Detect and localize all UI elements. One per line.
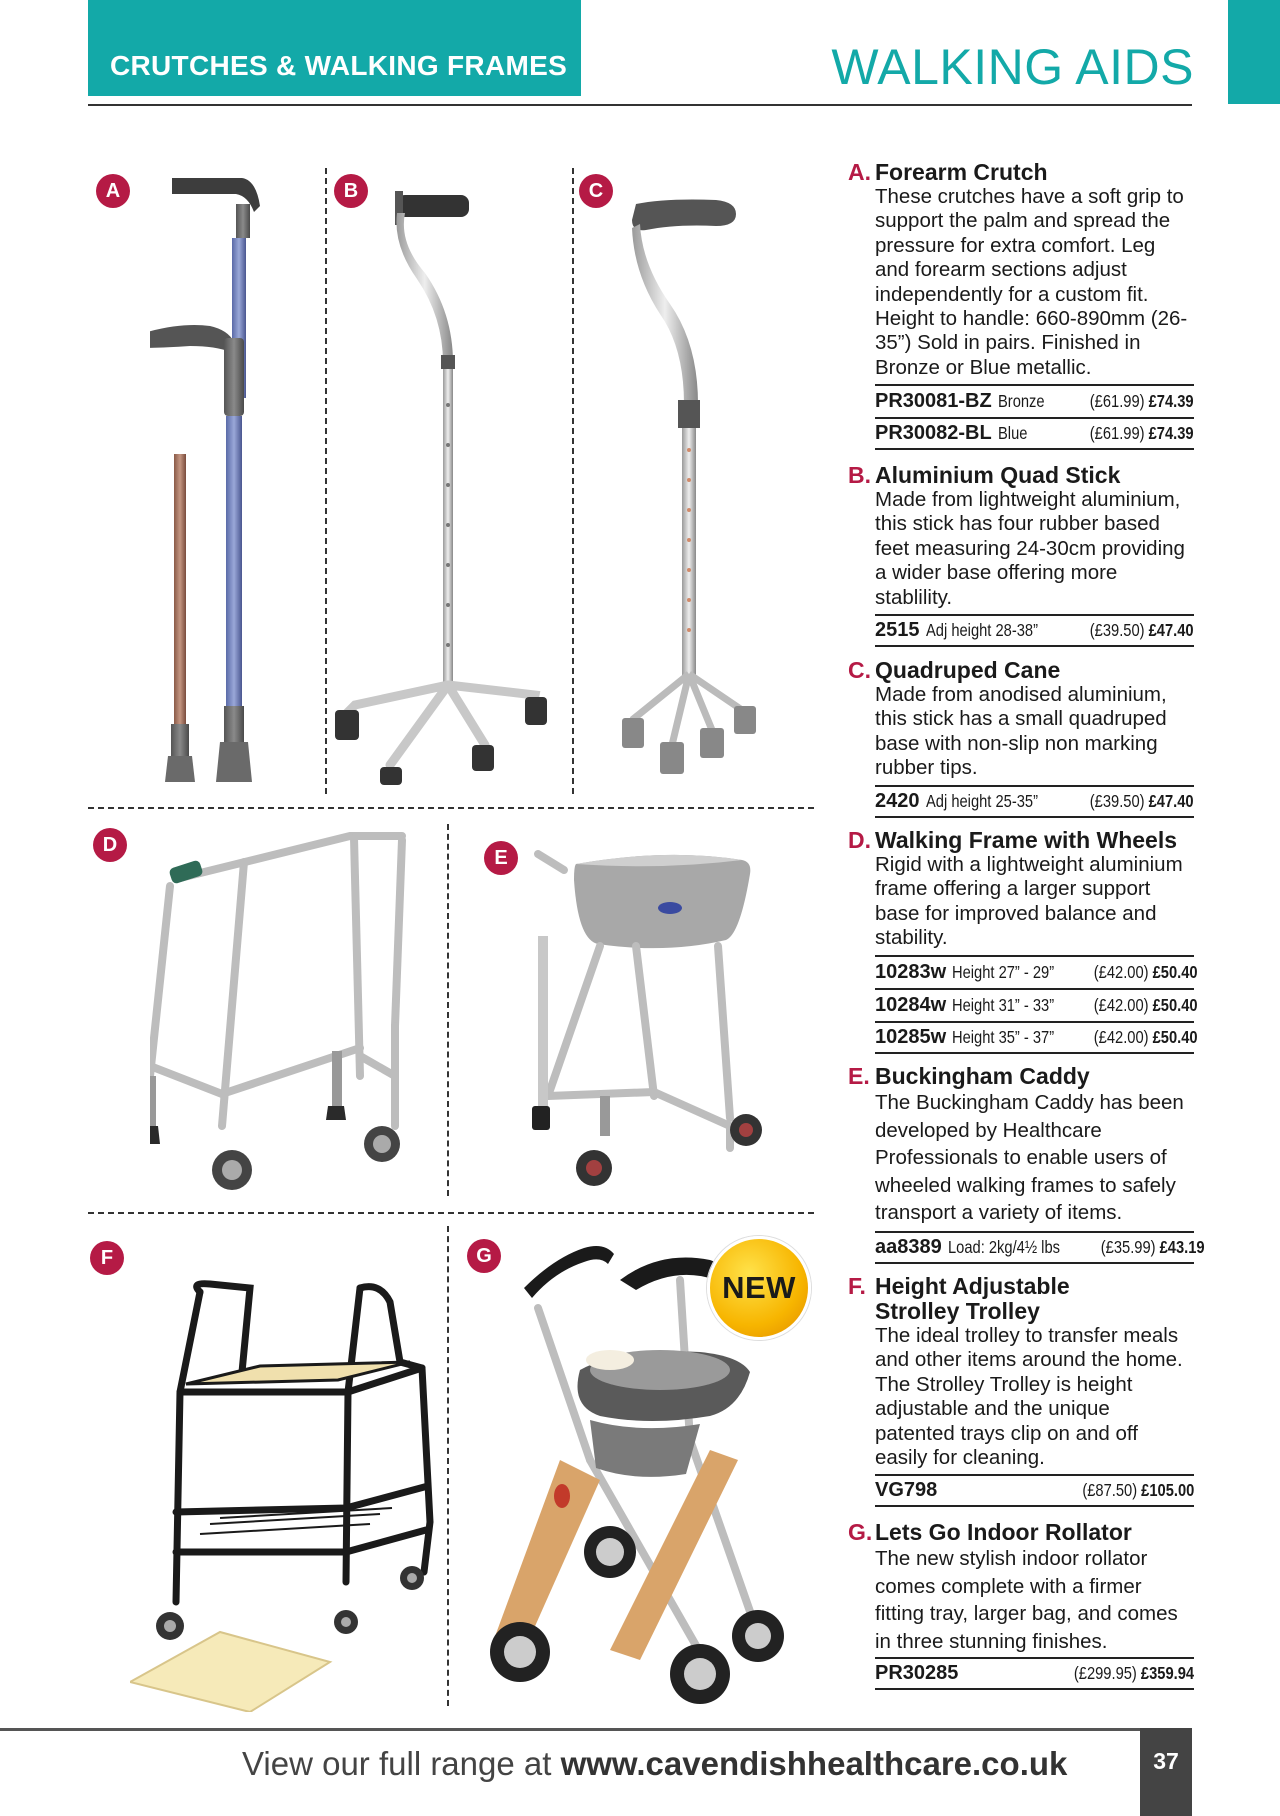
- price-ex-vat: (£35.99): [1100, 1236, 1156, 1257]
- product-code: 2420: [875, 789, 920, 812]
- price-row: [875, 1231, 1205, 1264]
- price: [1094, 995, 1198, 1016]
- product-letter: F.: [848, 1273, 866, 1299]
- price-ex-vat: (£61.99): [1090, 423, 1145, 444]
- divider-vertical-fg: [447, 1226, 449, 1706]
- product-title: [848, 160, 1194, 185]
- product-code: VG798: [875, 1479, 938, 1502]
- price-row: [875, 614, 1194, 647]
- product-description: The new stylish indoor rollator comes complete with a firmer fitting tray, larger bag, and comes in three stunning finishes.: [875, 1547, 1178, 1653]
- category-tab: [88, 0, 581, 96]
- walking-frame-image: [150, 826, 410, 1196]
- price-row: [875, 785, 1194, 818]
- product-title: [848, 1520, 1194, 1545]
- quad-stick-image: [335, 185, 560, 785]
- product-g: [848, 1520, 1194, 1690]
- price-ex-vat: (£39.50): [1090, 620, 1145, 641]
- product-option: Bronze: [997, 391, 1045, 412]
- price-inc-vat: £359.94: [1140, 1663, 1194, 1683]
- price-ex-vat: (£61.99): [1090, 391, 1145, 412]
- product-letter: E.: [848, 1063, 870, 1089]
- price: [1101, 1237, 1205, 1258]
- product-code: PR30081-BZ: [875, 390, 992, 413]
- price: [1090, 391, 1194, 412]
- product-letter: C.: [848, 657, 871, 683]
- price-inc-vat: £105.00: [1140, 1480, 1194, 1501]
- product-title: [848, 658, 1194, 683]
- page-heading: WALKING AIDS: [831, 39, 1194, 95]
- divider-horizontal-1: [88, 807, 814, 809]
- divider-horizontal-2: [88, 1212, 814, 1214]
- product-option: Height 27” - 29”: [952, 961, 1055, 982]
- badge-b: B: [334, 174, 368, 208]
- product-option: Adj height 28-38”: [925, 620, 1038, 641]
- price-inc-vat: £74.39: [1149, 391, 1194, 412]
- header-rule: [88, 104, 1192, 106]
- price-inc-vat: £50.40: [1152, 994, 1198, 1015]
- price-ex-vat: (£39.50): [1090, 790, 1145, 811]
- product-option: Blue: [997, 423, 1028, 444]
- price: [1082, 1480, 1194, 1501]
- price-ex-vat: (£87.50): [1082, 1480, 1137, 1501]
- price-inc-vat: £74.39: [1149, 423, 1194, 444]
- category-tab-label: CRUTCHES & WALKING FRAMES: [110, 50, 568, 81]
- badge-a: A: [96, 174, 130, 208]
- product-code: 10285w: [875, 1025, 947, 1048]
- product-title-text: Quadruped Cane: [875, 657, 1061, 683]
- product-option: Load: 2kg/4½ lbs: [947, 1236, 1060, 1257]
- price-row: [875, 1021, 1198, 1054]
- product-letter: A.: [848, 159, 871, 185]
- product-title-text: Buckingham Caddy: [875, 1063, 1090, 1089]
- product-description: The ideal trolley to transfer meals and other items around the home. The Strolley Trolley is height adjustable and the unique patented trays clip on and off easily for cleaning.: [875, 1324, 1183, 1470]
- product-option: Height 35” - 37”: [952, 1026, 1055, 1047]
- price-row: [875, 988, 1198, 1021]
- product-description: The Buckingham Caddy has been developed by Healthcare Professionals to enable users of wheeled walking frames to safely transport a variety of items.: [875, 1091, 1184, 1224]
- product-code: 2515: [875, 619, 920, 642]
- product-option: Height 31” - 33”: [952, 994, 1055, 1015]
- price-row: [875, 1474, 1194, 1507]
- price-row: [875, 955, 1198, 988]
- footer-rule: [0, 1728, 1160, 1731]
- product-a: [848, 160, 1194, 450]
- product-code: 10284w: [875, 993, 947, 1016]
- product-title-text: Height Adjustable Strolley Trolley: [875, 1273, 1070, 1324]
- price-inc-vat: £47.40: [1149, 620, 1194, 641]
- divider-vertical-bc: [572, 168, 574, 794]
- buckingham-caddy-image: [518, 836, 773, 1196]
- price: [1090, 791, 1194, 812]
- product-title: [848, 1274, 1098, 1324]
- price-row: [875, 417, 1194, 450]
- new-badge-label: NEW: [722, 1270, 796, 1305]
- product-e: [848, 1063, 1205, 1264]
- price-ex-vat: (£42.00): [1093, 961, 1149, 982]
- quadruped-cane-image: [612, 190, 762, 790]
- product-code: aa8389: [875, 1235, 942, 1258]
- product-code: PR30082-BL: [875, 422, 992, 445]
- product-title: [848, 1064, 1194, 1089]
- product-d: [848, 827, 1198, 1054]
- product-description: Made from anodised aluminium, this stick has a small quadruped base with non-slip non marking rubber tips.: [875, 683, 1167, 780]
- forearm-crutch-image: [150, 168, 290, 783]
- price-row: [875, 384, 1194, 417]
- badge-g: G: [467, 1239, 501, 1273]
- badge-e: E: [484, 841, 518, 875]
- price-ex-vat: (£42.00): [1093, 994, 1149, 1015]
- new-badge: [707, 1236, 811, 1340]
- price-inc-vat: £50.40: [1152, 961, 1198, 982]
- product-title-text: Aluminium Quad Stick: [875, 462, 1121, 488]
- product-c: [848, 658, 1194, 818]
- website-link[interactable]: www.cavendishhealthcare.co.uk: [560, 1745, 1068, 1782]
- price-ex-vat: (£299.95): [1073, 1663, 1137, 1683]
- product-b: [848, 463, 1194, 647]
- price-inc-vat: £43.19: [1159, 1236, 1205, 1257]
- footer-prefix: View our full range at: [242, 1745, 561, 1782]
- price-ex-vat: (£42.00): [1093, 1026, 1149, 1047]
- badge-c: C: [579, 174, 613, 208]
- product-option: Adj height 25-35”: [925, 790, 1038, 811]
- product-letter: B.: [848, 462, 871, 488]
- product-description: These crutches have a soft grip to support the palm and spread the pressure for extra comfort. Leg and forearm sections adjust independently for a custom fit. Height to handle: 660-890mm (26-35”) Sold in pairs. Finished in Bronze or Blue metallic.: [875, 185, 1188, 379]
- page-number: 37: [1140, 1728, 1192, 1816]
- product-letter: G.: [848, 1519, 873, 1545]
- product-title: [848, 828, 1194, 853]
- product-letter: D.: [848, 827, 871, 853]
- corner-accent: [1228, 0, 1280, 104]
- price: [1094, 1027, 1198, 1048]
- divider-vertical-ab: [325, 168, 327, 794]
- price: [1074, 1663, 1194, 1684]
- price: [1090, 620, 1194, 641]
- strolley-trolley-image: [130, 1272, 435, 1712]
- price: [1090, 423, 1194, 444]
- price-inc-vat: £47.40: [1149, 790, 1194, 811]
- price: [1094, 962, 1198, 983]
- product-code: 10283w: [875, 960, 947, 983]
- product-code: PR30285: [875, 1662, 959, 1684]
- footer-text: [242, 1745, 1067, 1783]
- price-inc-vat: £50.40: [1152, 1026, 1198, 1047]
- divider-vertical-de: [447, 824, 449, 1196]
- product-f: [848, 1274, 1194, 1507]
- product-description: Made from lightweight aluminium, this stick has four rubber based feet measuring 24-30cm providing a wider base offering more stablility.: [875, 488, 1185, 609]
- product-title-text: Lets Go Indoor Rollator: [875, 1519, 1132, 1545]
- badge-d: D: [93, 828, 127, 862]
- product-title-text: Forearm Crutch: [875, 159, 1048, 185]
- product-description: Rigid with a lightweight aluminium frame offering a larger support base for improved balance and stability.: [875, 853, 1183, 950]
- badge-f: F: [90, 1241, 124, 1275]
- product-title-text: Walking Frame with Wheels: [875, 827, 1178, 853]
- price-row: [875, 1657, 1194, 1690]
- product-title: [848, 463, 1194, 488]
